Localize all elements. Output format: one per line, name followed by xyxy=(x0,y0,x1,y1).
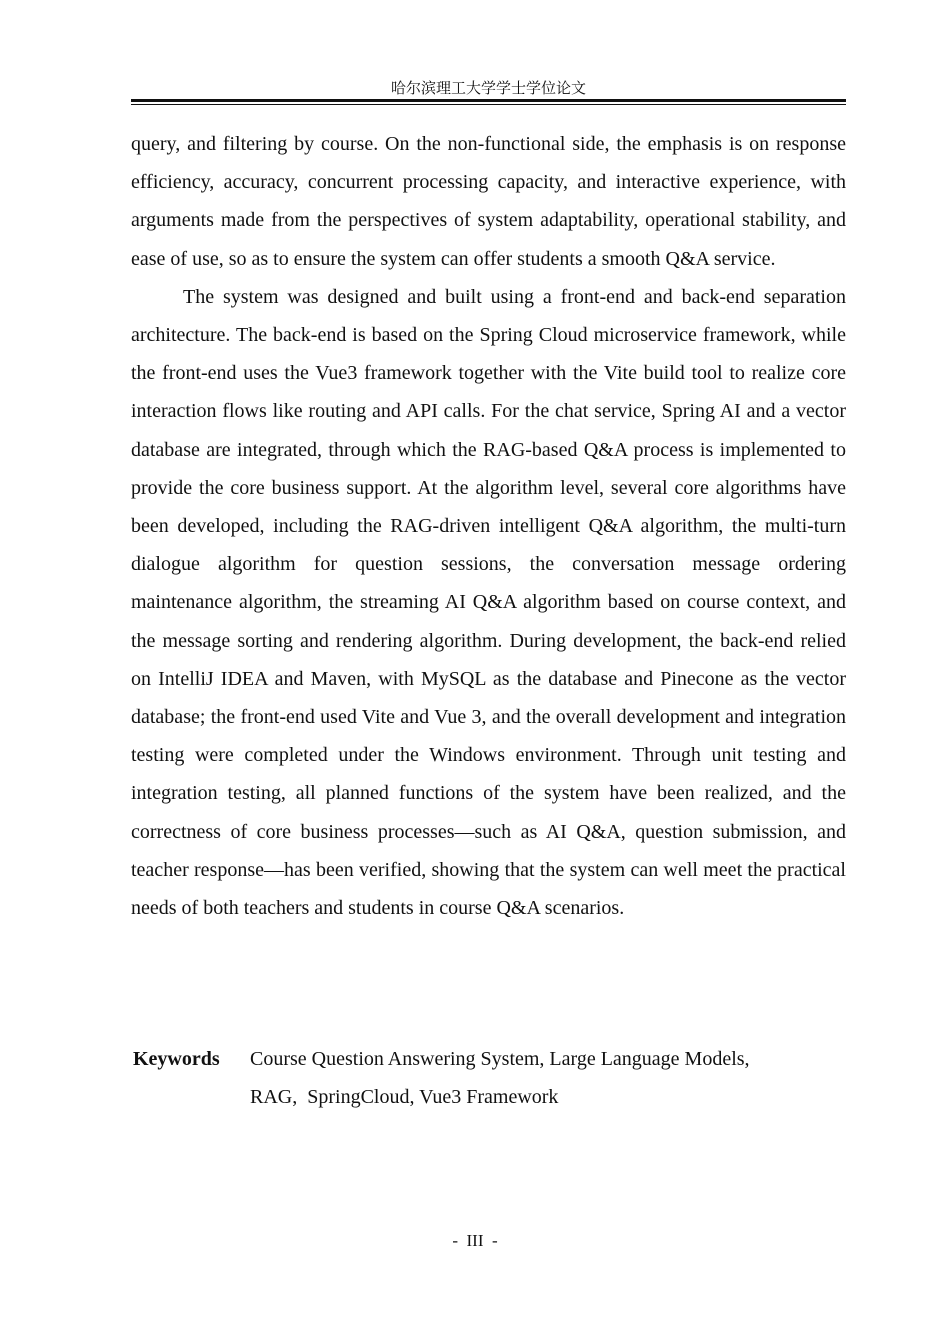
abstract-body xyxy=(131,125,846,927)
keywords-label: Keywords xyxy=(133,1048,220,1070)
header-rule-thick xyxy=(131,99,846,102)
keywords-section xyxy=(133,1040,846,1116)
page-number: - III - xyxy=(452,1231,498,1250)
header-rule-thin xyxy=(131,104,846,105)
keywords-line: RAG, SpringCloud, Vue3 Framework xyxy=(250,1086,559,1108)
running-header: 哈尔滨理工大学学士学位论文 xyxy=(390,79,586,97)
keywords-list xyxy=(250,1040,846,1116)
keywords-line: Course Question Answering System, Large Language Models, xyxy=(250,1048,750,1070)
paragraph: The system was designed and built using a front-end and back-end separation architecture. The back-end is based on the Spring Cloud microservice framework, while the front-end uses the Vue3 framework together with the Vite build tool to realize core interaction flows like routing and API calls. For the chat service, Spring AI and a vector database are integrated, through which the RAG-based Q&A process is implemented to provide the core business support. At the algorithm level, several core algorithms have been developed, including the RAG-driven intelligent Q&A algorithm, the multi-turn dialogue algorithm for question sessions, the conversation message ordering maintenance algorithm, the streaming AI Q&A algorithm based on course context, and the message sorting and rendering algorithm. During development, the back-end relied on IntelliJ IDEA and Maven, with MySQL as the database and Pinecone as the vector database; the front-end used Vite and Vue 3, and the overall development and integration testing were completed under the Windows environment. Through unit testing and integration testing, all planned functions of the system have been realized, and the correctness of core business processes—such as AI Q&A, question submission, and teacher response—has been verified, showing that the system can well meet the practical needs of both teachers and students in course Q&A scenarios. xyxy=(131,285,846,920)
paragraph-continued: query, and filtering by course. On the non-functional side, the emphasis is on response efficiency, accuracy, concurrent processing capacity, and interactive experience, with arguments made from the perspectives of system adaptability, operational stability, and ease of use, so as to ensure the system can offer students a smooth Q&A service. xyxy=(131,133,846,270)
